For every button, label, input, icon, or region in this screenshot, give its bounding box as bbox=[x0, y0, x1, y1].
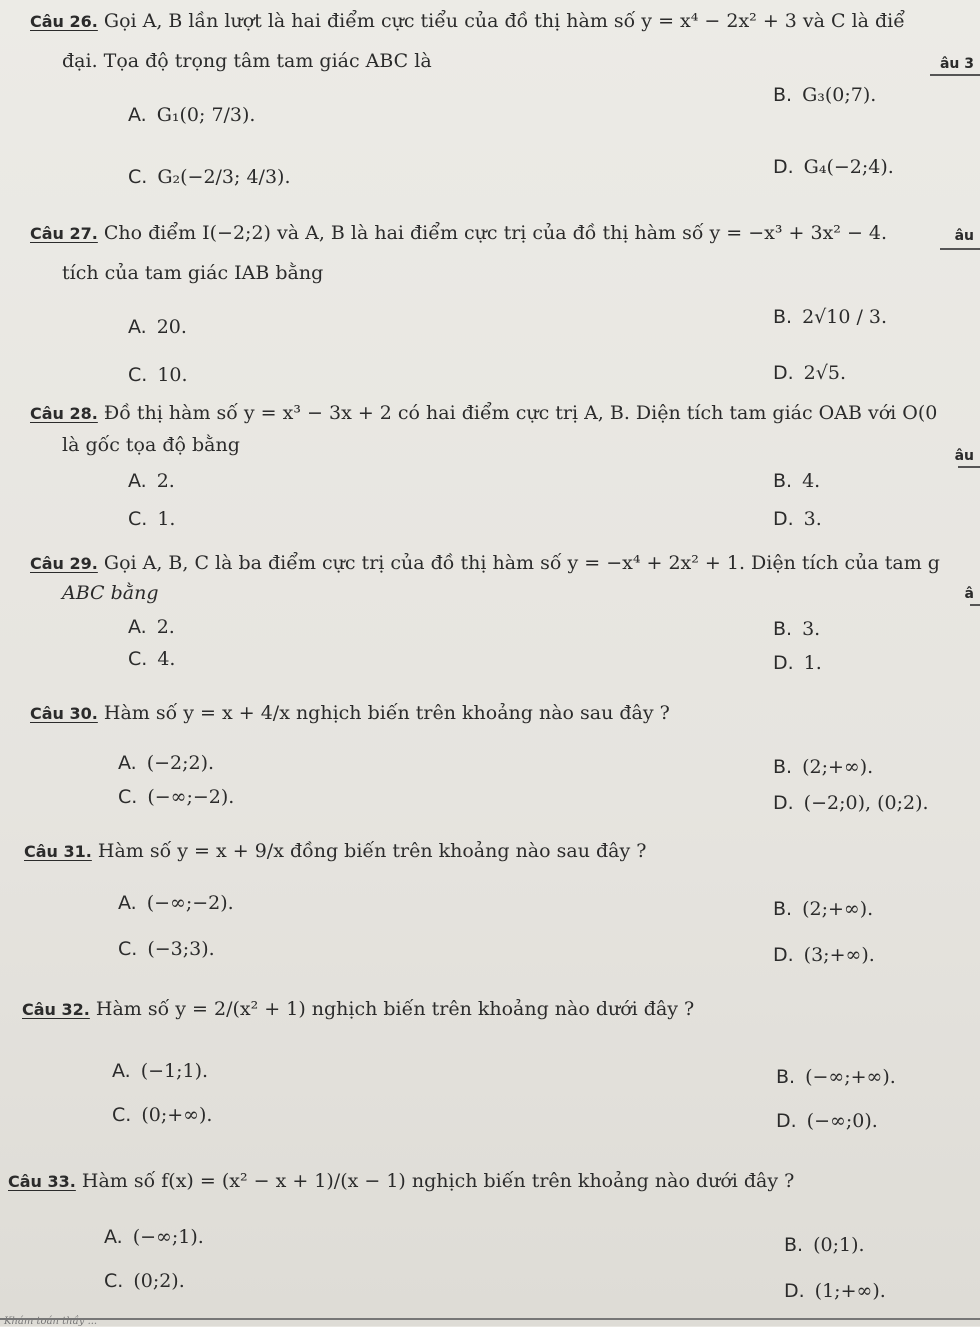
option-text: 1. bbox=[803, 652, 822, 674]
divider bbox=[958, 466, 980, 468]
option-c[interactable]: C. (−∞;−2). bbox=[118, 786, 235, 808]
option-text: (−3;3). bbox=[147, 938, 215, 960]
question-33 bbox=[8, 1170, 794, 1192]
question-continuation: đại. Tọa độ trọng tâm tam giác ABC là bbox=[62, 50, 432, 72]
question-text: Hàm số y = 2/(x² + 1) nghịch biến trên khoảng nào dưới đây ? bbox=[95, 998, 695, 1020]
option-c[interactable]: C. 4. bbox=[128, 648, 176, 670]
question-text: Cho điểm I(−2;2) và A, B là hai điểm cực trị của đồ thị hàm số y = −x³ + 3x² − 4. bbox=[103, 222, 888, 244]
option-text: 4. bbox=[157, 648, 176, 670]
footer-text: Khám toán thầy ... bbox=[4, 1316, 98, 1327]
option-a[interactable]: A. 20. bbox=[128, 316, 187, 338]
question-26 bbox=[30, 10, 905, 32]
option-text: (−1;1). bbox=[140, 1060, 209, 1082]
divider bbox=[930, 74, 980, 76]
question-text: Hàm số f(x) = (x² − x + 1)/(x − 1) nghịch biến trên khoảng nào dưới đây ? bbox=[81, 1170, 795, 1192]
option-b[interactable]: B. G₃(0;7). bbox=[773, 84, 877, 106]
option-text: 2√10 / 3. bbox=[802, 306, 888, 328]
edge-fragment: âu bbox=[954, 448, 974, 464]
option-text: (0;1). bbox=[813, 1234, 865, 1256]
option-text: (0;+∞). bbox=[141, 1104, 213, 1126]
question-27 bbox=[30, 222, 887, 244]
option-text: 1. bbox=[157, 508, 176, 530]
option-text: (−2;0), (0;2). bbox=[803, 792, 929, 814]
option-text: (−∞;+∞). bbox=[805, 1066, 896, 1088]
option-b[interactable]: B. (−∞;+∞). bbox=[776, 1066, 896, 1088]
option-text: (−∞;1). bbox=[132, 1226, 204, 1248]
question-29 bbox=[30, 552, 940, 574]
question-label: Câu 29. bbox=[30, 554, 98, 573]
option-text: (0;2). bbox=[133, 1270, 185, 1292]
footer-rule bbox=[0, 1318, 980, 1320]
option-d[interactable]: D. (−2;0), (0;2). bbox=[773, 792, 929, 814]
divider bbox=[970, 604, 980, 606]
question-label: Câu 31. bbox=[24, 842, 92, 861]
option-text: 3. bbox=[803, 508, 822, 530]
option-text: 10. bbox=[157, 364, 188, 386]
question-text: Gọi A, B, C là ba điểm cực trị của đồ thị hàm số y = −x⁴ + 2x² + 1. Diện tích của tam g bbox=[103, 552, 940, 574]
question-continuation: tích của tam giác IAB bằng bbox=[62, 262, 324, 284]
question-continuation: là gốc tọa độ bằng bbox=[62, 434, 240, 456]
option-text: 3. bbox=[802, 618, 821, 640]
option-text: 2. bbox=[156, 616, 175, 638]
option-a[interactable]: A. (−2;2). bbox=[118, 752, 215, 774]
option-c[interactable]: C. G₂(−2/3; 4/3). bbox=[128, 166, 291, 188]
question-continuation: ABC bằng bbox=[62, 582, 159, 604]
question-32 bbox=[22, 998, 694, 1020]
option-d[interactable]: D. 3. bbox=[773, 508, 822, 530]
option-a[interactable]: A. (−∞;−2). bbox=[118, 892, 234, 914]
option-d[interactable]: D. (−∞;0). bbox=[776, 1110, 878, 1132]
option-text: (−∞;−2). bbox=[146, 892, 234, 914]
question-28 bbox=[30, 402, 937, 424]
question-label: Câu 30. bbox=[30, 704, 98, 723]
question-text: Hàm số y = x + 4/x nghịch biến trên khoảng nào sau đây ? bbox=[103, 702, 670, 724]
edge-fragment: â bbox=[964, 586, 974, 602]
edge-fragment: âu 3 bbox=[939, 56, 974, 72]
option-text: (−∞;0). bbox=[806, 1110, 878, 1132]
option-text: (−2;2). bbox=[146, 752, 215, 774]
option-text: 20. bbox=[156, 316, 187, 338]
option-a[interactable]: A. (−1;1). bbox=[112, 1060, 209, 1082]
option-text: G₁(0; 7/3). bbox=[156, 104, 256, 126]
option-text: (2;+∞). bbox=[802, 756, 874, 778]
option-c[interactable]: C. (0;+∞). bbox=[112, 1104, 213, 1126]
question-30 bbox=[30, 702, 670, 724]
option-text: (2;+∞). bbox=[802, 898, 874, 920]
question-label: Câu 27. bbox=[30, 224, 98, 243]
option-b[interactable]: B. (2;+∞). bbox=[773, 756, 874, 778]
question-label: Câu 33. bbox=[8, 1172, 76, 1191]
option-c[interactable]: C. (0;2). bbox=[104, 1270, 185, 1292]
question-text: Gọi A, B lần lượt là hai điểm cực tiểu của đồ thị hàm số y = x⁴ − 2x² + 3 và C là điể bbox=[103, 10, 905, 32]
option-text: (3;+∞). bbox=[803, 944, 875, 966]
option-text: (−∞;−2). bbox=[147, 786, 235, 808]
option-b[interactable]: B. (0;1). bbox=[784, 1234, 865, 1256]
question-text: Hàm số y = x + 9/x đồng biến trên khoảng nào sau đây ? bbox=[97, 840, 647, 862]
question-31 bbox=[24, 840, 646, 862]
option-c[interactable]: C. (−3;3). bbox=[118, 938, 215, 960]
option-a[interactable]: A. (−∞;1). bbox=[104, 1226, 204, 1248]
option-b[interactable]: B. 3. bbox=[773, 618, 821, 640]
option-text: 4. bbox=[802, 470, 821, 492]
option-text: G₂(−2/3; 4/3). bbox=[157, 166, 291, 188]
option-c[interactable]: C. 10. bbox=[128, 364, 188, 386]
question-label: Câu 26. bbox=[30, 12, 98, 31]
option-a[interactable]: A. 2. bbox=[128, 470, 175, 492]
option-d[interactable]: D. 1. bbox=[773, 652, 822, 674]
divider bbox=[940, 248, 980, 250]
question-label: Câu 28. bbox=[30, 404, 98, 423]
option-b[interactable]: B. 2√10 / 3. bbox=[773, 306, 888, 328]
option-d[interactable]: D. (3;+∞). bbox=[773, 944, 875, 966]
edge-fragment: âu bbox=[954, 228, 974, 244]
option-c[interactable]: C. 1. bbox=[128, 508, 176, 530]
question-text: Đồ thị hàm số y = x³ − 3x + 2 có hai điểm cực trị A, B. Diện tích tam giác OAB với O(0 bbox=[103, 402, 938, 424]
option-b[interactable]: B. 4. bbox=[773, 470, 821, 492]
option-d[interactable]: D. G₄(−2;4). bbox=[773, 156, 894, 178]
option-text: 2. bbox=[156, 470, 175, 492]
option-text: (1;+∞). bbox=[814, 1280, 886, 1302]
option-b[interactable]: B. (2;+∞). bbox=[773, 898, 874, 920]
option-d[interactable]: D. 2√5. bbox=[773, 362, 846, 384]
option-a[interactable]: A. G₁(0; 7/3). bbox=[128, 104, 256, 126]
option-text: G₃(0;7). bbox=[802, 84, 877, 106]
option-d[interactable]: D. (1;+∞). bbox=[784, 1280, 886, 1302]
option-text: 2√5. bbox=[803, 362, 846, 384]
option-text: G₄(−2;4). bbox=[803, 156, 894, 178]
question-label: Câu 32. bbox=[22, 1000, 90, 1019]
option-a[interactable]: A. 2. bbox=[128, 616, 175, 638]
